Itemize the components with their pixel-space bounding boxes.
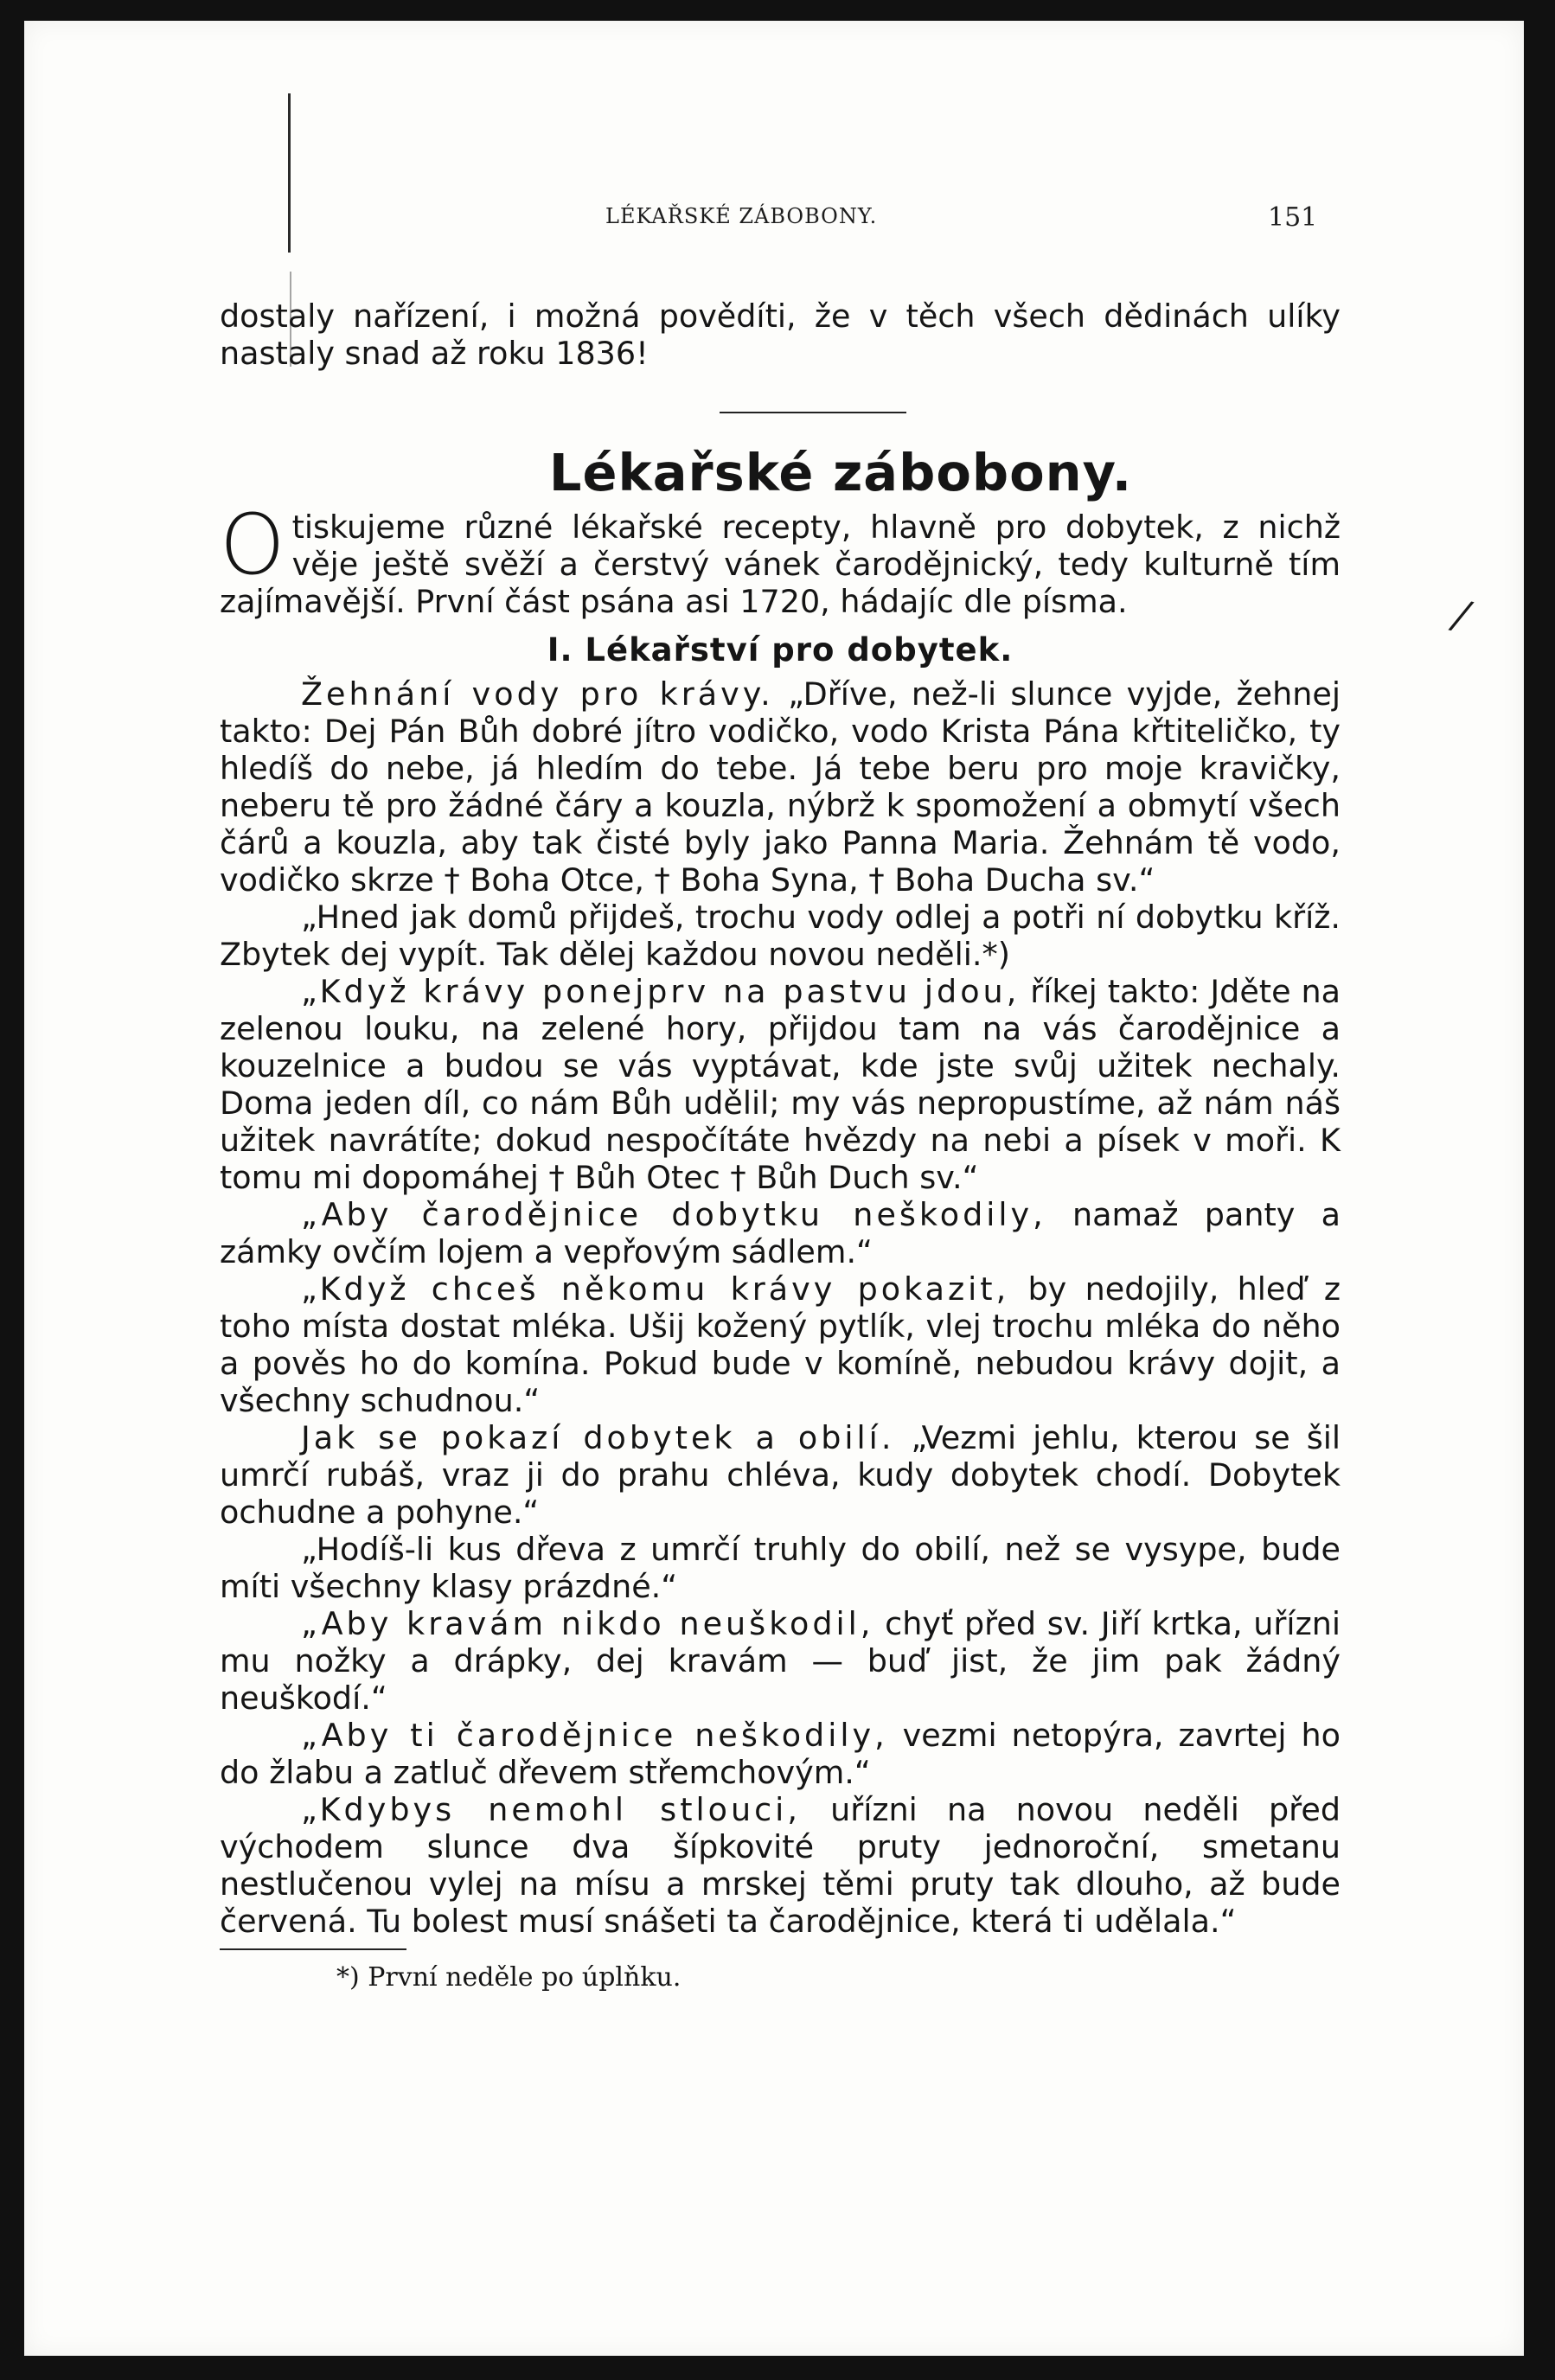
spaced-heading: Žehnání vody pro krávy. — [301, 675, 774, 713]
chapter-title: I. Lékařství pro dobytek. — [547, 631, 1014, 669]
dropcap-paragraph-text: tiskujeme různé lékařské recepty, hlavně pro dobytek, z nichž věje ještě svěží a čerstvý vánek čarodějnický, tedy kulturně tím zajímavější. První část psána asi 1720, hádajíc dle písma. — [220, 509, 1341, 620]
margin-mark: / — [1449, 590, 1473, 640]
paragraph-text: říkej takto: Jděte na zelenou louku, na zelené hory, přijdou tam na vás čarodějnice a kouzelnice a budou se vás vyptávat, kde jste svůj užitek nechaly. Doma jeden díl, co nám Bůh udělil; my vás nepropustíme, až nám náš užitek navrátíte; dokud nespočítáte hvězdy na nebi a písek v moři. K tomu mi dopomáhej † Bůh Otec † Bůh Duch sv.“ — [220, 973, 1341, 1196]
section-title: Lékařské zábobony. — [548, 443, 1133, 502]
paragraph-text: chyť před sv. Jiří krtka, uřízni mu nožky a drápky, dej kravám — buď jist, že jim pak žádný neuškodí.“ — [220, 1605, 1341, 1717]
paragraph — [220, 1605, 1341, 1717]
paragraph — [220, 899, 1341, 973]
dropcap-letter: O — [220, 496, 285, 593]
page-number: 151 — [1268, 202, 1318, 233]
page-header — [24, 204, 1524, 239]
book-page — [24, 21, 1524, 2356]
paragraph — [220, 1419, 1341, 1531]
footnote: *) První neděle po úplňku. — [336, 1962, 682, 1993]
spaced-heading: „Aby kravám nikdo neuškodil, — [301, 1605, 874, 1642]
spaced-heading: „Když krávy ponejprv na pastvu jdou, — [301, 973, 1021, 1010]
paragraph — [220, 1196, 1341, 1270]
paragraph — [220, 1270, 1341, 1419]
dropcap-paragraph — [220, 496, 1341, 620]
spaced-heading: Jak se pokazí dobytek a obilí. — [301, 1419, 895, 1456]
paragraph — [220, 1717, 1341, 1791]
paragraph-text: „Hned jak domů přijdeš, trochu vody odlej a potři ní dobytku kříž. Zbytek dej vypít. Tak dělej každou novou neděli.*) — [220, 899, 1341, 973]
paragraph — [220, 973, 1341, 1196]
paragraph-text: vezmi netopýra, zavrtej ho do žlabu a zatluč dřevem střemchovým.“ — [220, 1717, 1341, 1791]
paragraph — [220, 1791, 1341, 1940]
spaced-heading: „Když chceš někomu krávy pokazit, — [301, 1270, 1010, 1308]
spaced-heading: „Kdybys nemohl stlouci, — [301, 1791, 801, 1828]
page-text — [220, 298, 1341, 1993]
spaced-heading: „Aby čarodějnice dobytku neškodily, — [301, 1196, 1046, 1233]
paragraph-text: uřízni na novou neděli před východem slunce dva šípkovité pruty jednoroční, smetanu nestlučenou vylej na mísu a mrskej těmi pruty tak dlouho, až bude červená. Tu bolest musí snášeti ta čarodějnice, která ti udělala.“ — [220, 1791, 1341, 1940]
footnote-divider — [220, 1948, 406, 1950]
paragraph-text: by nedojily, hleď z toho místa dostat mléka. Ušij kožený pytlík, vlej trochu mléka do něho a pověs ho do komína. Pokud bude v komíně, nebudou krávy dojit, a všechny schudnou.“ — [220, 1270, 1341, 1419]
paragraph — [220, 1531, 1341, 1605]
spaced-heading: „Aby ti čarodějnice neškodily, — [301, 1717, 888, 1754]
paragraph-text: „Vezmi jehlu, kterou se šil umrčí rubáš, vraz ji do prahu chléva, kudy dobytek chodí. Dobytek ochudne a pohyne.“ — [220, 1419, 1341, 1531]
paragraph-text: „Dříve, než-li slunce vyjde, žehnej takto: Dej Pán Bůh dobré jítro vodičko, vodo Krista Pána křtiteličko, ty hledíš do nebe, já hledím do tebe. Já tebe beru pro moje kravičky, neberu tě pro žádné čáry a kouzla, nýbrž k spomožení a obmytí všech čárů a kouzla, aby tak čisté byly jako Panna Maria. Žehnám tě vodo, vodičko skrze † Boha Otce, † Boha Syna, † Boha Ducha sv.“ — [220, 675, 1341, 899]
running-head: LÉKAŘSKÉ ZÁBOBONY. — [605, 204, 878, 228]
section-divider — [720, 412, 906, 413]
paragraph — [220, 675, 1341, 899]
intro-paragraph: dostaly nařízení, i možná povědíti, že v těch všech dědinách ulíky nastaly snad až roku 1836! — [220, 298, 1341, 372]
paragraph-text: „Hodíš-li kus dřeva z umrčí truhly do obilí, než se vysype, bude míti všechny klasy prázdné.“ — [220, 1531, 1341, 1605]
paragraph-text: namaž panty a zámky ovčím lojem a vepřovým sádlem.“ — [220, 1196, 1341, 1270]
